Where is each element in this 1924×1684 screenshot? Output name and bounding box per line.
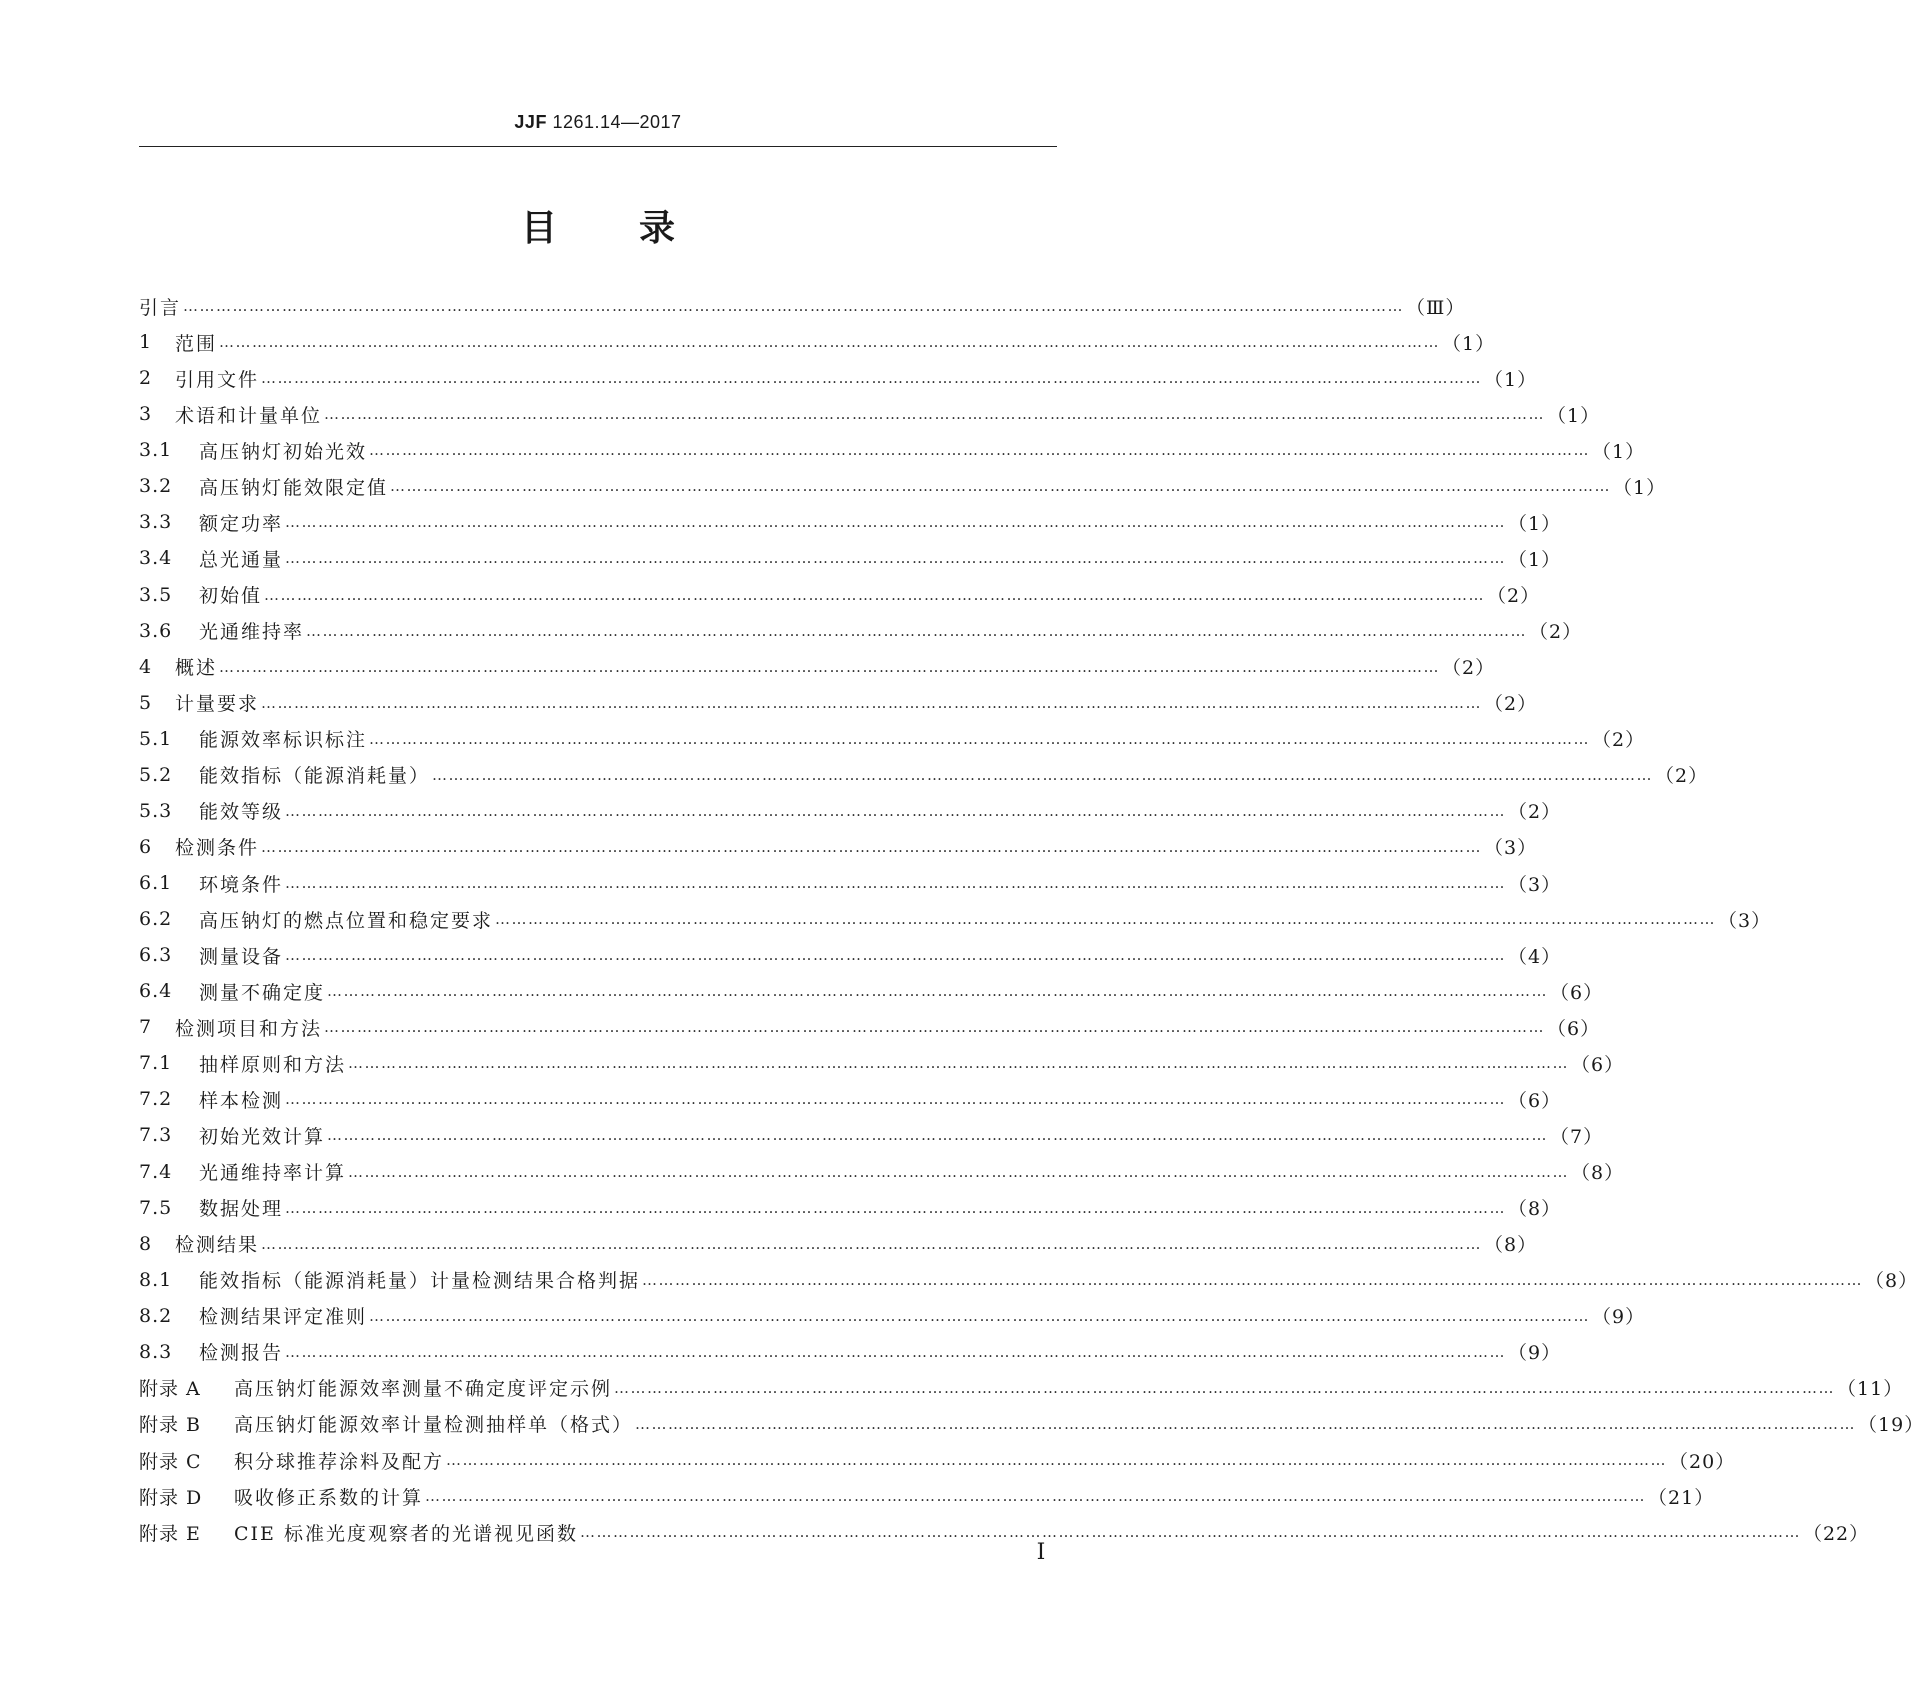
toc-leader-dots [446,1451,1667,1469]
toc-entry-title: 检测条件 [175,837,260,860]
toc-entry-title: 引言 [139,296,182,319]
toc-leader-dots [635,1415,1856,1433]
page-title [139,200,1057,251]
toc-entry[interactable] [139,577,1541,613]
toc-entry-number: 7.3 [139,1124,173,1147]
toc-leader-dots [285,946,1506,964]
toc-entry[interactable] [139,973,1604,1009]
toc-entry[interactable] [139,757,1709,793]
toc-entry-title: CIE 标准光度观察者的光谱视见函数 [234,1522,578,1545]
toc-entry-title: 高压钠灯能源效率测量不确定度评定示例 [234,1378,613,1401]
standard-code-prefix: JJF [514,112,547,132]
toc-entry-page: （2） [1655,765,1709,788]
toc-entry[interactable] [139,721,1646,757]
toc-entry-number: 8 [139,1232,153,1255]
toc-leader-dots [580,1523,1801,1541]
toc-leader-dots [327,982,1548,1000]
toc-entry[interactable] [139,288,1466,324]
toc-entry-number: 3.2 [139,475,173,498]
toc-entry-number: 6.4 [139,980,173,1003]
toc-entry-title: 能源效率标识标注 [199,729,368,752]
toc-entry-number: 7.2 [139,1088,173,1111]
toc-entry-page: （9） [1592,1306,1646,1329]
toc-entry-title: 环境条件 [199,873,284,896]
toc-entry-page: （2） [1442,657,1496,680]
toc-entry-page: （1） [1613,476,1667,499]
toc-entry[interactable] [139,1190,1562,1226]
toc-entry-page: （4） [1508,945,1562,968]
toc-entry-title: 额定功率 [199,512,284,535]
toc-leader-dots [642,1271,1863,1289]
toc-entry[interactable] [139,937,1562,973]
toc-entry-number: 7.1 [139,1052,173,1075]
toc-entry-title: 抽样原则和方法 [199,1053,347,1076]
toc-entry-title: 初始光效计算 [199,1125,326,1148]
toc-leader-dots [261,369,1482,387]
toc-entry-page: （6） [1571,1053,1625,1076]
title-char-2: 录 [639,208,676,249]
toc-entry-page: （6） [1550,981,1604,1004]
toc-entry-title: 数据处理 [199,1198,284,1221]
toc-leader-dots [348,1054,1569,1072]
toc-entry[interactable] [139,685,1538,721]
toc-entry-number: 5.1 [139,727,173,750]
header-rule [139,146,1057,147]
toc-entry-page: （1） [1592,440,1646,463]
toc-entry-title: 检测结果评定准则 [199,1306,368,1329]
toc-entry-number: 7 [139,1016,153,1039]
toc-entry-page: （11） [1837,1378,1904,1401]
toc-entry-page: （22） [1802,1522,1870,1545]
toc-entry[interactable] [139,1298,1646,1334]
toc-leader-dots [495,910,1716,928]
toc-leader-dots [327,1126,1548,1144]
toc-entry-number: 8.1 [139,1268,173,1291]
toc-leader-dots [261,694,1482,712]
toc-leader-dots [614,1379,1835,1397]
toc-entry[interactable] [139,1045,1625,1081]
toc-leader-dots [306,622,1527,640]
toc-entry-number: 5 [139,691,153,714]
toc-entry-number: 6.1 [139,872,173,895]
toc-entry-title: 术语和计量单位 [175,404,323,427]
toc-entry-page: （9） [1508,1342,1562,1365]
toc-entry-title: 检测报告 [199,1342,284,1365]
toc-entry-number: 7.5 [139,1196,173,1219]
table-of-contents [139,288,1924,1550]
toc-leader-dots [369,441,1590,459]
toc-entry-page: （Ⅲ） [1406,296,1466,319]
toc-entry-page: （2） [1508,801,1562,824]
toc-entry-page: （20） [1669,1450,1736,1473]
toc-leader-dots [219,333,1440,351]
toc-entry-page: （6） [1547,1017,1601,1040]
toc-entry-number: 1 [139,331,153,354]
toc-entry-page: （3） [1718,909,1772,932]
toc-entry-page: （1） [1508,548,1562,571]
document-header [139,112,1057,133]
toc-entry-page: （1） [1484,368,1538,391]
toc-entry-title: 计量要求 [175,693,260,716]
toc-entry-number: 5.2 [139,763,173,786]
toc-entry[interactable] [139,540,1562,576]
toc-entry-title: 检测结果 [175,1234,260,1257]
toc-entry-title: 高压钠灯能效限定值 [199,476,389,499]
toc-entry-page: （1） [1508,512,1562,535]
toc-leader-dots [285,1090,1506,1108]
toc-entry-title: 范围 [175,332,218,355]
toc-entry[interactable] [139,1370,1904,1406]
toc-entry-title: 测量设备 [199,945,284,968]
toc-entry[interactable] [139,613,1583,649]
toc-entry-page: （8） [1508,1198,1562,1221]
toc-entry[interactable] [139,1009,1601,1045]
standard-code-number: 1261.14—2017 [546,112,682,132]
toc-leader-dots [285,549,1506,567]
toc-entry[interactable] [139,829,1538,865]
toc-entry[interactable] [139,1442,1736,1478]
toc-entry-page: （3） [1508,873,1562,896]
toc-entry[interactable] [139,1262,1919,1298]
toc-leader-dots [324,1018,1545,1036]
toc-entry-page: （2） [1484,693,1538,716]
toc-entry[interactable] [139,1226,1538,1262]
toc-leader-dots [324,405,1545,423]
toc-entry-title: 能效等级 [199,801,284,824]
toc-entry[interactable] [139,1154,1625,1190]
toc-leader-dots [219,658,1440,676]
toc-entry-title: 吸收修正系数的计算 [234,1486,424,1509]
toc-entry-page: （2） [1487,585,1541,608]
toc-entry-number: 5.3 [139,799,173,822]
toc-entry[interactable] [139,468,1667,504]
toc-entry-title: 总光通量 [199,548,284,571]
toc-entry-title: 检测项目和方法 [175,1017,323,1040]
toc-leader-dots [264,586,1485,604]
toc-entry-title: 初始值 [199,585,263,608]
toc-leader-dots [369,730,1590,748]
toc-entry[interactable] [139,865,1562,901]
toc-entry-page: （1） [1547,404,1601,427]
toc-entry-number: 3.1 [139,439,173,462]
toc-entry-number: 附录 E [139,1522,201,1545]
toc-entry-page: （7） [1550,1125,1604,1148]
toc-entry-title: 高压钠灯的燃点位置和稳定要求 [199,909,494,932]
toc-leader-dots [183,297,1404,315]
toc-entry-title: 样本检测 [199,1089,284,1112]
toc-entry[interactable] [139,1406,1924,1442]
toc-entry[interactable] [139,1081,1562,1117]
toc-entry-title: 光通维持率计算 [199,1162,347,1185]
toc-entry-number: 7.4 [139,1160,173,1183]
toc-entry-number: 附录 A [139,1378,201,1401]
toc-entry-title: 高压钠灯初始光效 [199,440,368,463]
toc-leader-dots [390,477,1611,495]
toc-entry-page: （2） [1592,729,1646,752]
toc-entry[interactable] [139,1334,1562,1370]
toc-entry[interactable] [139,649,1496,685]
toc-entry[interactable] [139,324,1496,360]
toc-leader-dots [425,1487,1646,1505]
toc-entry-number: 附录 D [139,1486,203,1509]
toc-entry[interactable] [139,901,1772,937]
toc-entry-title: 测量不确定度 [199,981,326,1004]
toc-entry[interactable] [139,396,1601,432]
toc-entry[interactable] [139,1478,1715,1514]
toc-entry-title: 高压钠灯能源效率计量检测抽样单（格式） [234,1414,634,1437]
toc-leader-dots [432,766,1653,784]
toc-entry[interactable] [139,432,1646,468]
toc-entry-title: 能效指标（能源消耗量）计量检测结果合格判据 [199,1270,641,1293]
toc-leader-dots [285,874,1506,892]
toc-leader-dots [369,1307,1590,1325]
toc-entry-page: （19） [1858,1414,1924,1437]
toc-entry-number: 4 [139,655,153,678]
toc-entry[interactable] [139,360,1538,396]
toc-entry-page: （21） [1648,1486,1715,1509]
toc-entry-number: 3.5 [139,583,173,606]
toc-leader-dots [285,1343,1506,1361]
toc-entry-number: 2 [139,367,153,390]
toc-entry[interactable] [139,793,1562,829]
toc-entry-title: 能效指标（能源消耗量） [199,765,431,788]
toc-entry-number: 3.6 [139,619,173,642]
toc-entry-number: 8.2 [139,1304,173,1327]
toc-entry[interactable] [139,504,1562,540]
toc-entry-title: 概述 [175,657,218,680]
toc-entry-page: （8） [1571,1162,1625,1185]
toc-leader-dots [261,838,1482,856]
toc-entry-page: （3） [1484,837,1538,860]
toc-entry-number: 附录 B [139,1414,202,1437]
toc-entry-page: （8） [1484,1234,1538,1257]
toc-entry-number: 8.3 [139,1340,173,1363]
toc-entry-page: （2） [1529,621,1583,644]
toc-entry-title: 引用文件 [175,368,260,391]
toc-leader-dots [285,802,1506,820]
toc-entry-number: 附录 C [139,1450,202,1473]
page-number: Ⅰ [1036,1540,1046,1565]
toc-entry-number: 3 [139,403,153,426]
toc-entry-title: 积分球推荐涂料及配方 [234,1450,445,1473]
toc-leader-dots [348,1163,1569,1181]
toc-entry[interactable] [139,1514,1870,1550]
toc-entry-number: 6.2 [139,908,173,931]
toc-leader-dots [261,1235,1482,1253]
toc-leader-dots [285,1199,1506,1217]
toc-entry-page: （8） [1865,1270,1919,1293]
toc-entry-number: 6 [139,835,153,858]
toc-entry-page: （6） [1508,1089,1562,1112]
toc-entry-page: （1） [1442,332,1496,355]
toc-entry[interactable] [139,1117,1604,1153]
toc-leader-dots [285,513,1506,531]
toc-entry-number: 6.3 [139,944,173,967]
toc-entry-number: 3.3 [139,511,173,534]
toc-entry-number: 3.4 [139,547,173,570]
toc-entry-title: 光通维持率 [199,621,305,644]
title-char-1: 目 [520,208,557,249]
